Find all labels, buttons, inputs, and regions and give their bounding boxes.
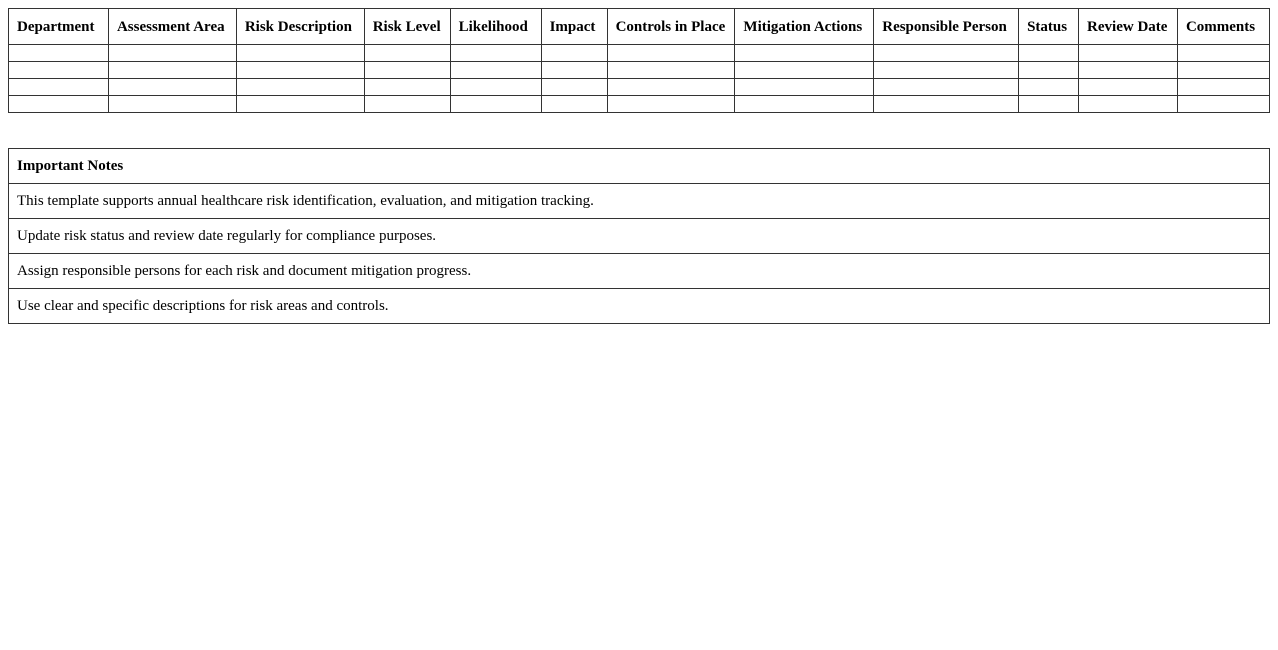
header-risk-description: Risk Description [236, 9, 364, 45]
table-cell[interactable] [1079, 62, 1178, 79]
header-impact: Impact [541, 9, 607, 45]
list-item [9, 219, 1270, 254]
table-cell[interactable] [450, 79, 541, 96]
notes-title: Important Notes [9, 149, 1270, 184]
table-cell[interactable] [9, 79, 109, 96]
header-assessment-area: Assessment Area [108, 9, 236, 45]
risk-assessment-table [8, 8, 1270, 113]
table-cell[interactable] [108, 79, 236, 96]
table-cell[interactable] [1079, 45, 1178, 62]
table-cell[interactable] [874, 96, 1019, 113]
table-cell[interactable] [236, 45, 364, 62]
table-cell[interactable] [1019, 45, 1079, 62]
table-cell[interactable] [364, 79, 450, 96]
important-notes-table [8, 148, 1270, 324]
notes-header-row [9, 149, 1270, 184]
table-cell[interactable] [541, 79, 607, 96]
table-cell[interactable] [1177, 79, 1269, 96]
table-cell[interactable] [364, 96, 450, 113]
table-cell[interactable] [607, 96, 735, 113]
table-cell[interactable] [1019, 96, 1079, 113]
table-cell[interactable] [1177, 96, 1269, 113]
list-item [9, 254, 1270, 289]
table-header-row [9, 9, 1270, 45]
header-status: Status [1019, 9, 1079, 45]
table-cell[interactable] [607, 45, 735, 62]
table-cell[interactable] [874, 62, 1019, 79]
table-cell[interactable] [236, 96, 364, 113]
table-cell[interactable] [607, 79, 735, 96]
table-row [9, 62, 1270, 79]
table-cell[interactable] [9, 45, 109, 62]
table-cell[interactable] [541, 62, 607, 79]
table-cell[interactable] [9, 62, 109, 79]
table-cell[interactable] [108, 62, 236, 79]
table-cell[interactable] [735, 45, 874, 62]
table-cell[interactable] [236, 62, 364, 79]
header-risk-level: Risk Level [364, 9, 450, 45]
table-cell[interactable] [236, 79, 364, 96]
header-comments: Comments [1177, 9, 1269, 45]
table-row [9, 96, 1270, 113]
table-cell[interactable] [874, 79, 1019, 96]
header-mitigation-actions: Mitigation Actions [735, 9, 874, 45]
table-cell[interactable] [735, 79, 874, 96]
table-cell[interactable] [607, 62, 735, 79]
table-cell[interactable] [450, 62, 541, 79]
table-row [9, 79, 1270, 96]
table-cell[interactable] [364, 45, 450, 62]
note-text: Use clear and specific descriptions for risk areas and controls. [9, 289, 1270, 324]
table-cell[interactable] [364, 62, 450, 79]
header-likelihood: Likelihood [450, 9, 541, 45]
list-item [9, 289, 1270, 324]
table-cell[interactable] [541, 45, 607, 62]
header-responsible-person: Responsible Person [874, 9, 1019, 45]
table-row [9, 45, 1270, 62]
table-cell[interactable] [9, 96, 109, 113]
table-cell[interactable] [108, 96, 236, 113]
table-cell[interactable] [1177, 62, 1269, 79]
table-cell[interactable] [541, 96, 607, 113]
header-department: Department [9, 9, 109, 45]
list-item [9, 184, 1270, 219]
note-text: Update risk status and review date regularly for compliance purposes. [9, 219, 1270, 254]
table-cell[interactable] [108, 45, 236, 62]
table-cell[interactable] [450, 96, 541, 113]
table-cell[interactable] [1079, 79, 1178, 96]
table-cell[interactable] [735, 96, 874, 113]
table-cell[interactable] [1177, 45, 1269, 62]
note-text: Assign responsible persons for each risk and document mitigation progress. [9, 254, 1270, 289]
table-cell[interactable] [1019, 62, 1079, 79]
table-cell[interactable] [450, 45, 541, 62]
table-cell[interactable] [735, 62, 874, 79]
note-text: This template supports annual healthcare risk identification, evaluation, and mitigation tracking. [9, 184, 1270, 219]
header-review-date: Review Date [1079, 9, 1178, 45]
table-cell[interactable] [874, 45, 1019, 62]
header-controls-in-place: Controls in Place [607, 9, 735, 45]
table-cell[interactable] [1019, 79, 1079, 96]
table-cell[interactable] [1079, 96, 1178, 113]
